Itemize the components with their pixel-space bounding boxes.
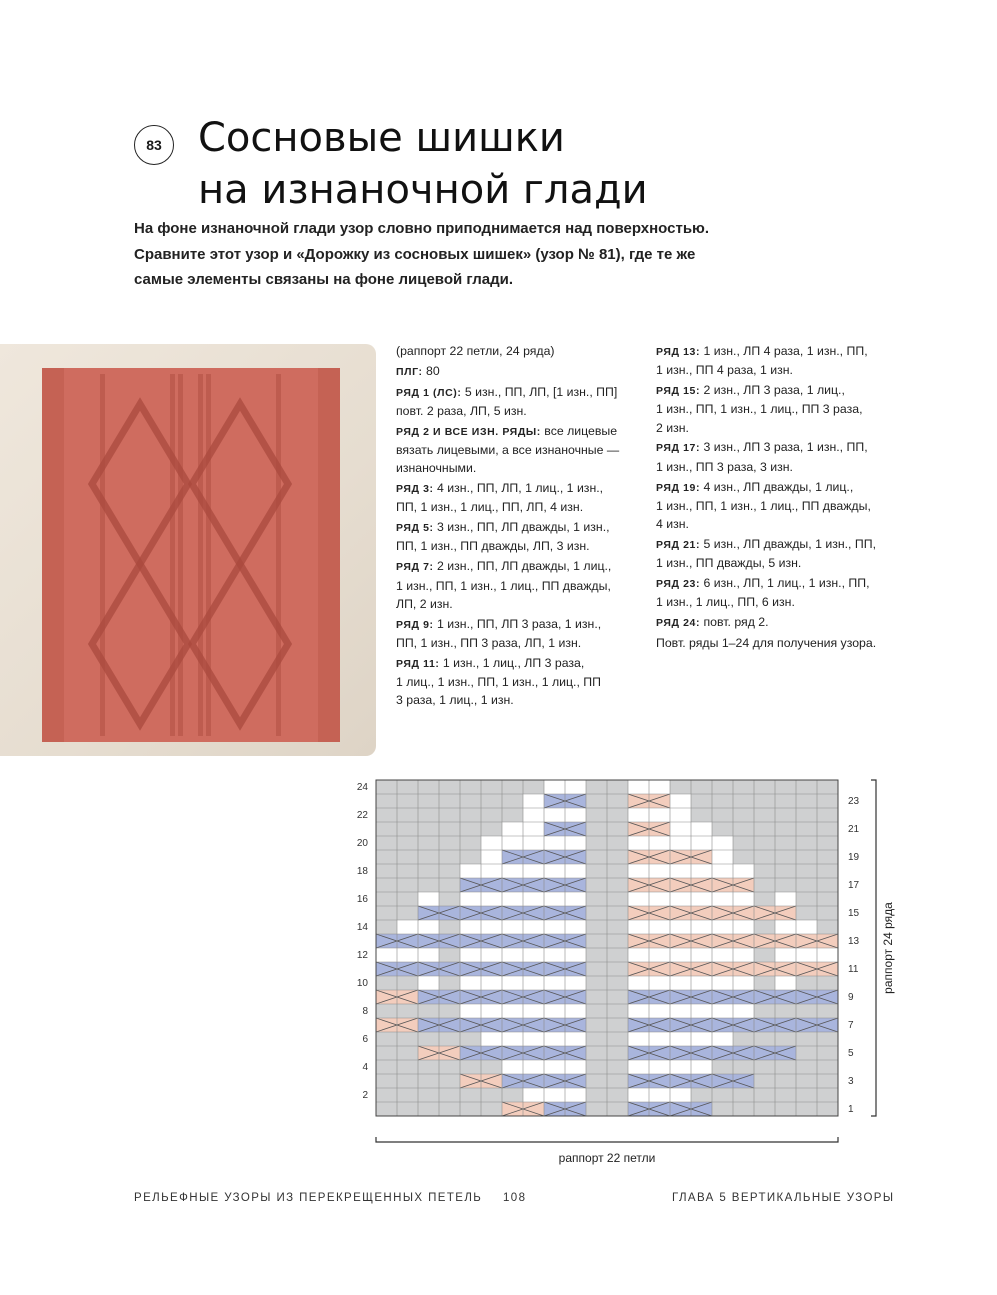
chart-cell-knit: [544, 976, 565, 990]
row-label: ПЛГ:: [396, 365, 423, 378]
instruction-row: [656, 381, 906, 437]
stitches-repeat-bracket: [376, 1137, 838, 1142]
chart-cell-knit: [649, 836, 670, 850]
chart-cell-knit: [523, 808, 544, 822]
chart-cell-knit: [670, 1060, 691, 1074]
chart-cell-knit: [460, 892, 481, 906]
instruction-text: 1 изн., ПП дважды, 5 изн.: [656, 556, 802, 571]
intro-line: На фоне изнаночной глади узор словно приподнимается над поверхностью.: [134, 220, 710, 237]
chart-cell-knit: [544, 1032, 565, 1046]
instruction-row: [396, 422, 646, 478]
chart-grid: [376, 780, 838, 1116]
chart-cell-knit: [460, 948, 481, 962]
row-number-right: 5: [848, 1048, 854, 1059]
chart-cell-knit: [397, 948, 418, 962]
chart-cell-knit: [691, 1004, 712, 1018]
instruction-text: 1 изн., ПП, 1 изн., 1 лиц., ПП дважды,: [656, 498, 871, 513]
chart-cell-knit: [502, 948, 523, 962]
swatch-rib: [100, 374, 105, 736]
row-number-right: 1: [848, 1104, 854, 1115]
instruction-row: [656, 574, 906, 612]
chart-cell-knit: [565, 1060, 586, 1074]
chart-cell-knit: [481, 836, 502, 850]
chart-cell-knit: [628, 1088, 649, 1102]
instruction-text: 2 изн., ЛП 3 раза, 1 лиц.,: [700, 383, 845, 398]
chart-cell-knit: [544, 1088, 565, 1102]
chart-cell-knit: [691, 864, 712, 878]
chart-cell-knit: [628, 1032, 649, 1046]
chart-cell-knit: [481, 920, 502, 934]
chart-cell-knit: [460, 920, 481, 934]
instruction-text: 3 изн., ПП, ЛП дважды, 1 изн.,: [433, 520, 610, 535]
chart-cell-knit: [628, 976, 649, 990]
swatch-rib: [276, 374, 281, 736]
chart-cell-knit: [481, 892, 502, 906]
chart-cell-knit: [523, 1004, 544, 1018]
chart-cell-knit: [691, 920, 712, 934]
chart-cell-knit: [628, 864, 649, 878]
chart-cell-knit: [775, 920, 796, 934]
chart-cell-knit: [649, 892, 670, 906]
instruction-text: ПП, 1 изн., 1 лиц., ПП, ЛП, 4 изн.: [396, 500, 584, 515]
chart-cell-knit: [523, 1032, 544, 1046]
row-label: РЯД 13:: [656, 346, 701, 358]
row-number-left: 14: [356, 922, 368, 933]
chart-cell-knit: [418, 920, 439, 934]
chart-cell-knit: [712, 948, 733, 962]
pattern-number: 83: [146, 137, 162, 153]
chart-cell-knit: [502, 864, 523, 878]
chart-cell-knit: [670, 822, 691, 836]
chart-cell-knit: [628, 1060, 649, 1074]
chart-cell-knit: [712, 850, 733, 864]
chart-cell-knit: [649, 808, 670, 822]
chart-cell-knit: [796, 948, 817, 962]
chart-cell-knit: [649, 864, 670, 878]
title-line-2: на изнаночной глади: [198, 167, 648, 213]
chart-cell-knit: [502, 1032, 523, 1046]
pattern-number-badge: [134, 125, 174, 165]
chart-cell-knit: [691, 1060, 712, 1074]
instruction-text: ПП, 1 изн., ПП 3 раза, ЛП, 1 изн.: [396, 635, 582, 650]
row-number-left: 8: [362, 1006, 368, 1017]
chart-cell-knit: [502, 976, 523, 990]
chart-cell-knit: [376, 948, 397, 962]
chart-cell-knit: [691, 948, 712, 962]
chart-cell-knit: [733, 920, 754, 934]
chart-cell-knit: [544, 864, 565, 878]
row-number-left: 18: [356, 866, 368, 877]
instruction-row: [396, 383, 646, 421]
intro-line: Сравните этот узор и «Дорожку из сосновых шишек» (узор № 81), где те же: [134, 245, 696, 263]
chart-cell-knit: [565, 1004, 586, 1018]
swatch-edge: [318, 368, 340, 742]
chart-cell-knit: [418, 892, 439, 906]
chart-cell-knit: [565, 920, 586, 934]
chart-cell-knit: [523, 976, 544, 990]
chart-cell-knit: [502, 1060, 523, 1074]
row-label: РЯД 7:: [396, 561, 434, 574]
swatch-edge: [42, 368, 64, 742]
instruction-text: 6 изн., ЛП, 1 лиц., 1 изн., ПП,: [700, 576, 870, 591]
chart-cell-knit: [523, 948, 544, 962]
chart-cell-knit: [460, 1004, 481, 1018]
chart-cell-knit: [565, 948, 586, 962]
chart-cell-knit: [649, 1060, 670, 1074]
chart-cell-knit: [565, 1032, 586, 1046]
chart-cell-knit: [649, 1004, 670, 1018]
row-number-left: 10: [356, 978, 368, 989]
chart-cell-knit: [649, 976, 670, 990]
swatch-rib: [206, 374, 211, 736]
instruction-text: 5 изн., ЛП дважды, 1 изн., ПП,: [700, 536, 876, 551]
chart-cell-knit: [481, 864, 502, 878]
chart-cell-knit: [481, 948, 502, 962]
chart-cell-knit: [670, 1032, 691, 1046]
chart-cell-knit: [523, 1088, 544, 1102]
row-number-right: 17: [848, 880, 860, 891]
chart-cell-knit: [649, 780, 670, 794]
chart-cell-knit: [775, 948, 796, 962]
instruction-text: 1 изн., 1 лиц., ПП, 6 изн.: [656, 595, 795, 610]
chart-cell-knit: [649, 1032, 670, 1046]
instruction-text: 5 изн., ПП, ЛП, [1 изн., ПП]: [461, 384, 618, 399]
intro-line: самые элементы связаны на фоне лицевой глади.: [134, 271, 514, 288]
intro-paragraph: [134, 216, 774, 293]
chart-cell-knit: [628, 1004, 649, 1018]
chart-cell-knit: [565, 836, 586, 850]
row-number-right: 15: [848, 908, 860, 919]
instruction-row: [656, 535, 906, 573]
instruction-text: 80: [422, 363, 440, 378]
chart-cell-knit: [502, 1004, 523, 1018]
chart-cell-knit: [523, 836, 544, 850]
chart-cell-knit: [481, 850, 502, 864]
chart-cell-knit: [670, 794, 691, 808]
instruction-text: 1 изн., ПП 4 раза, 1 изн.: [656, 363, 793, 378]
chart-cell-knit: [544, 1060, 565, 1074]
chart-cell-knit: [670, 1004, 691, 1018]
instruction-text: повт. 2 раза, ЛП, 5 изн.: [396, 403, 527, 418]
chart-cell-knit: [628, 892, 649, 906]
chart-cell-knit: [523, 794, 544, 808]
footer-page-number: 108: [503, 1192, 527, 1204]
rows-repeat-label: раппорт 24 ряда: [881, 902, 895, 994]
instructions-left-column: [396, 342, 646, 711]
chart-cell-knit: [712, 976, 733, 990]
chart-cell-knit: [691, 822, 712, 836]
row-number-right: 13: [848, 936, 860, 947]
row-label: РЯД 2 И ВСЕ ИЗН. РЯДЫ:: [396, 425, 541, 438]
chart-cell-knit: [502, 892, 523, 906]
row-number-left: 16: [356, 894, 368, 905]
instruction-text: 4 изн., ЛП дважды, 1 лиц.,: [700, 479, 854, 494]
chart-cell-knit: [712, 1004, 733, 1018]
chart-cell-knit: [670, 836, 691, 850]
row-number-right: 11: [848, 964, 859, 975]
chart-cell-knit: [691, 836, 712, 850]
page-title: [198, 112, 648, 216]
chart-cell-knit: [481, 1004, 502, 1018]
swatch-rib: [170, 374, 175, 736]
swatch-illustration: [0, 344, 376, 756]
chart-cell-knit: [670, 920, 691, 934]
chart-cell-knit: [712, 836, 733, 850]
chart-cell-knit: [670, 948, 691, 962]
chart-cell-knit: [691, 1032, 712, 1046]
swatch-rib: [198, 374, 203, 736]
chart-cell-knit: [544, 892, 565, 906]
swatch-fabric: [42, 368, 340, 742]
instruction-row: [656, 478, 906, 534]
row-number-right: 21: [848, 824, 860, 835]
chart-cell-knit: [544, 836, 565, 850]
swatch-rib: [178, 374, 183, 736]
instruction-text: 1 лиц., 1 изн., ПП, 1 изн., 1 лиц., ПП: [396, 675, 601, 690]
chart-cell-knit: [628, 836, 649, 850]
chart-cell-knit: [418, 976, 439, 990]
instruction-text: 1 изн., ПП, ЛП 3 раза, 1 изн.,: [433, 616, 602, 631]
chart-cell-knit: [733, 976, 754, 990]
chart-cell-knit: [565, 864, 586, 878]
row-label: РЯД 19:: [656, 481, 701, 494]
chart-cell-knit: [670, 892, 691, 906]
instruction-row: [656, 613, 906, 632]
instruction-row: [396, 479, 646, 517]
chart-cell-knit: [733, 864, 754, 878]
chart-cell-knit: [523, 864, 544, 878]
chart-cell-knit: [565, 892, 586, 906]
row-number-right: 9: [848, 992, 854, 1003]
chart-cell-knit: [523, 920, 544, 934]
chart-cell-knit: [775, 892, 796, 906]
instruction-text: все лицевые: [540, 423, 618, 438]
chart-cell-knit: [523, 822, 544, 836]
row-label: РЯД 15:: [656, 385, 701, 398]
chart-cell-knit: [502, 920, 523, 934]
row-label: РЯД 1 (ЛС):: [396, 386, 462, 399]
chart-cell-knit: [712, 1032, 733, 1046]
chart-cell-knit: [481, 1032, 502, 1046]
chart-cell-knit: [628, 948, 649, 962]
chart-cell-knit: [712, 864, 733, 878]
chart-cell-knit: [796, 920, 817, 934]
chart-cell-knit: [691, 892, 712, 906]
chart-cell-knit: [481, 976, 502, 990]
row-number-left: 2: [362, 1090, 368, 1101]
chart-cell-knit: [460, 864, 481, 878]
instruction-row: [396, 518, 646, 556]
chart-cell-knit: [670, 976, 691, 990]
chart-cell-knit: [565, 976, 586, 990]
instruction-text: 4 изн., ПП, ЛП, 1 лиц., 1 изн.,: [433, 481, 604, 496]
chart-cell-knit: [544, 948, 565, 962]
chart-svg: [340, 770, 930, 1170]
instruction-text: 1 изн., 1 лиц., ЛП 3 раза,: [439, 655, 585, 670]
knitted-swatch-photo: [0, 344, 376, 756]
chart-cell-knit: [565, 1088, 586, 1102]
instruction-text: 3 раза, 1 лиц., 1 изн.: [396, 693, 514, 708]
instruction-text: 1 изн., ПП, 1 изн., 1 лиц., ПП 3 раза,: [656, 402, 863, 417]
chart-cell-knit: [544, 808, 565, 822]
chart-cell-knit: [649, 948, 670, 962]
chart-cell-knit: [544, 1004, 565, 1018]
instruction-text: Повт. ряды 1–24 для получения узора.: [656, 635, 877, 650]
row-label: РЯД 5:: [396, 522, 434, 535]
row-number-right: 7: [848, 1020, 854, 1031]
chart-cell-knit: [649, 1088, 670, 1102]
chart-cell-knit: [397, 920, 418, 934]
instruction-text: 1 изн., ПП 3 раза, 3 изн.: [656, 459, 793, 474]
row-label: РЯД 21:: [656, 538, 701, 551]
chart-cell-knit: [565, 808, 586, 822]
chart-cell-knit: [523, 1060, 544, 1074]
row-number-right: 23: [848, 796, 860, 807]
chart-cell-knit: [817, 948, 838, 962]
chart-cell-knit: [733, 1004, 754, 1018]
row-number-left: 12: [356, 950, 368, 961]
row-number-right: 3: [848, 1076, 854, 1087]
chart-cell-knit: [544, 920, 565, 934]
instruction-text: 3 изн., ЛП 3 раза, 1 изн., ПП,: [700, 440, 868, 455]
chart-cell-knit: [418, 948, 439, 962]
instruction-row: [656, 438, 906, 476]
instruction-row: [396, 362, 646, 381]
row-number-left: 22: [356, 810, 368, 821]
chart-cell-knit: [628, 780, 649, 794]
chart-cell-knit: [712, 920, 733, 934]
chart-cell-knit: [544, 780, 565, 794]
footer-section-title: РЕЛЬЕФНЫЕ УЗОРЫ ИЗ ПЕРЕКРЕЩЕННЫХ ПЕТЕЛЬ: [134, 1192, 483, 1204]
instruction-text: (раппорт 22 петли, 24 ряда): [396, 344, 555, 358]
row-label: РЯД 9:: [396, 618, 434, 631]
instruction-text: 1 изн., ПП, 1 изн., 1 лиц., ПП дважды,: [396, 578, 611, 593]
knitting-chart: [340, 770, 930, 1170]
chart-cell-knit: [670, 808, 691, 822]
instruction-text: повт. ряд 2.: [700, 615, 769, 630]
instruction-text: изнаночными.: [396, 461, 477, 476]
instructions-right-column: [656, 342, 906, 654]
row-number-right: 19: [848, 852, 860, 863]
chart-cell-knit: [628, 808, 649, 822]
footer-chapter-title: ГЛАВА 5 ВЕРТИКАЛЬНЫЕ УЗОРЫ: [672, 1192, 895, 1204]
instruction-row: [396, 654, 646, 710]
chart-cell-knit: [565, 780, 586, 794]
chart-cell-knit: [670, 864, 691, 878]
chart-cell-knit: [733, 892, 754, 906]
stitches-repeat-label: раппорт 22 петли: [558, 1151, 656, 1165]
chart-cell-knit: [502, 822, 523, 836]
chart-cell-knit: [502, 836, 523, 850]
chart-cell-knit: [712, 892, 733, 906]
chart-cell-knit: [733, 948, 754, 962]
chart-cell-knit: [649, 920, 670, 934]
row-label: РЯД 3:: [396, 483, 434, 496]
row-number-left: 20: [356, 838, 368, 849]
chart-cell-knit: [460, 976, 481, 990]
row-label: РЯД 24:: [656, 617, 701, 630]
instruction-text: 2 изн., ПП, ЛП дважды, 1 лиц.,: [433, 559, 612, 574]
row-label: РЯД 23:: [656, 578, 701, 591]
instruction-row: [396, 342, 646, 360]
row-label: РЯД 17:: [656, 442, 701, 455]
instruction-text: ЛП, 2 изн.: [396, 596, 453, 611]
instruction-row: [396, 615, 646, 653]
instruction-row: [656, 634, 906, 652]
instruction-text: 4 изн.: [656, 517, 689, 532]
instruction-text: ПП, 1 изн., ПП дважды, ЛП, 3 изн.: [396, 539, 590, 554]
row-number-left: 4: [362, 1062, 368, 1073]
instruction-text: 1 изн., ЛП 4 раза, 1 изн., ПП,: [700, 344, 868, 358]
title-line-1: Сосновые шишки: [198, 115, 565, 161]
instruction-row: [656, 342, 906, 380]
chart-cell-knit: [775, 976, 796, 990]
row-number-left: 24: [356, 782, 368, 793]
instruction-text: вязать лицевыми, а все изнаночные —: [396, 442, 620, 457]
chart-cell-knit: [523, 892, 544, 906]
row-number-left: 6: [362, 1034, 368, 1045]
instruction-text: 2 изн.: [656, 420, 689, 435]
chart-cell-knit: [628, 920, 649, 934]
chart-cell-knit: [691, 976, 712, 990]
rows-repeat-bracket: [871, 780, 876, 1116]
instruction-row: [396, 557, 646, 613]
row-label: РЯД 11:: [396, 657, 440, 670]
chart-cell-knit: [670, 1088, 691, 1102]
